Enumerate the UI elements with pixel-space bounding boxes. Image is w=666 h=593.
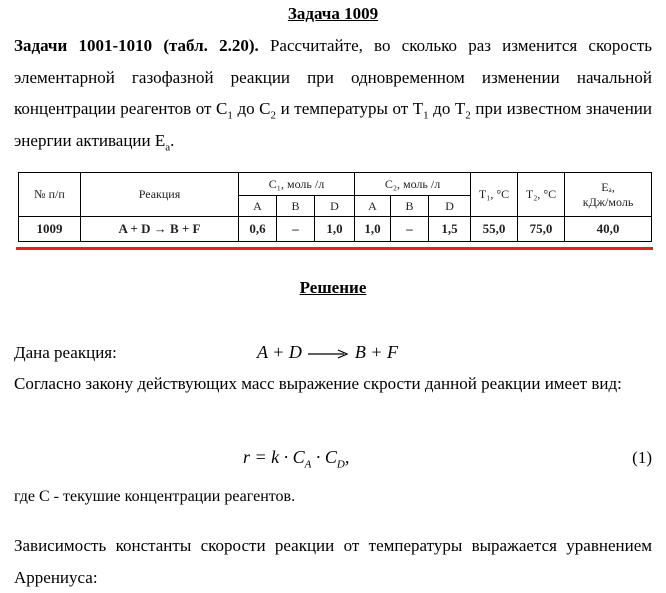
reaction-equation [257,342,398,363]
rate-end: , [344,447,350,467]
header-c1-b: B [277,196,315,217]
header-ea [565,173,652,217]
sub-t1: 1 [423,109,429,122]
cell-t2: 75,0 [518,217,565,242]
cell-reaction: A + D → B + F [81,217,239,242]
cell-c2-d: 1,5 [429,217,471,242]
red-underline [16,247,653,250]
cell-ea: 40,0 [565,217,652,242]
rate-sub-d: D [336,458,345,471]
problem-text-6: . [170,130,175,150]
header-t1: T₁, °C [471,173,518,217]
problem-text-5: при известном значении энергии активации E [14,99,652,150]
header-c2-d: D [429,196,471,217]
equation-number: (1) [632,448,652,467]
arrhenius-text: Зависимость константы скорости реакции от температуры выражается уравнением Аррениуса: [14,536,652,587]
problem-text-2: до C [232,99,271,118]
sub-c2: 2 [270,109,277,122]
header-c1: C₁, моль /л [239,173,355,196]
cell-c1-d: 1,0 [315,217,355,242]
sub-ea: a [165,140,171,153]
sub-t2: 2 [465,109,471,122]
page-title: Задача 1009 [287,4,379,23]
cell-t1: 55,0 [471,217,518,242]
cell-c2-b: – [391,217,429,242]
header-c2-a: A [355,196,391,217]
problem-lead: Задачи 1001-1010 (табл. 2.20). [14,36,259,55]
rate-lhs: r = k · C [243,447,305,467]
header-ea-line2: кДж/моль [582,194,634,209]
header-c1-d: D [315,196,355,217]
problem-text-1: Рассчитайте, во сколько раз изменится скорость элементарной газофазной реакции при одновременном изменении начальной концентрации реагентов от C [14,36,652,118]
problem-text-4: до T [428,99,466,118]
header-t2: T₂, °C [518,173,565,217]
rate-mid: · C [311,447,337,467]
where-text: где С - текушие концентрации реагентов. [14,488,296,505]
header-num: № п/п [19,173,81,217]
header-reaction: Реакция [81,173,239,217]
cell-c1-b: – [277,217,315,242]
problem-statement [14,30,652,156]
cell-num: 1009 [19,217,81,242]
rate-sub-a: A [304,458,312,471]
sub-c1: 1 [227,109,233,122]
law-text: Согласно закону действующих масс выражение скрости данной реакции имеет вид: [14,374,622,393]
solution-title: Решение [299,278,367,297]
reaction-right: B + F [354,342,398,362]
header-ea-line1: Eₐ, [601,179,615,194]
cell-c1-a: 0,6 [239,217,277,242]
rate-equation [243,447,350,471]
header-c2-b: B [391,196,429,217]
reaction-left: A + D [257,342,302,362]
table-row [19,217,652,242]
long-arrow-icon [308,349,348,359]
cell-c2-a: 1,0 [355,217,391,242]
data-table [18,172,652,242]
header-c2: C₂, моль /л [355,173,471,196]
given-label: Дана реакция: [14,343,117,362]
header-c1-a: A [239,196,277,217]
problem-text-3: и температуры от T [276,99,424,118]
